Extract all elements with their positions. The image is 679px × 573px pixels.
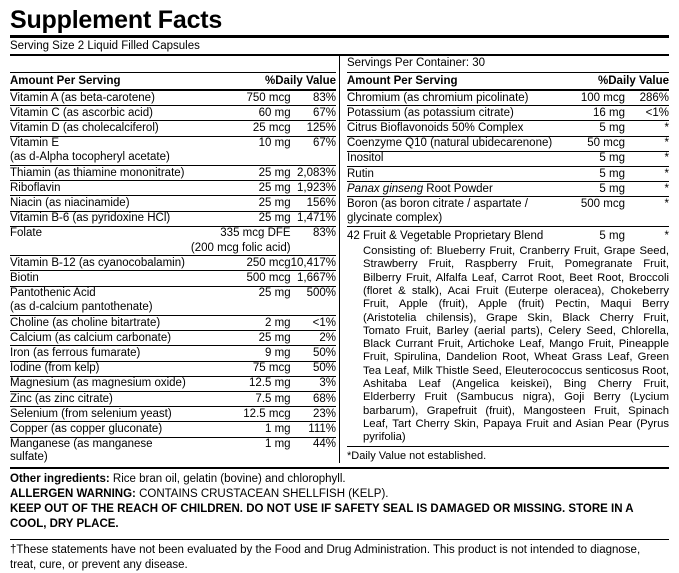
fda-disclaimer: †These statements have not been evaluated by the Food and Drug Administration. This product is not intended to diagnose, treat, cure, or prevent any disease. <box>10 539 669 573</box>
nutrient-name: Iodine (from kelp) <box>10 361 191 376</box>
nutrient-dv: 1,923% <box>291 181 336 196</box>
nutrient-amount: 1 mg <box>265 438 291 451</box>
facts-columns <box>10 56 669 465</box>
nutrient-name: Zinc (as zinc citrate) <box>10 392 191 407</box>
nutrient-dv: * <box>625 167 669 182</box>
nutrient-amount: 16 mg <box>576 106 625 121</box>
nutrient-amount: 12.5 mcg <box>191 407 291 422</box>
left-table-header <box>10 73 336 89</box>
nutrient-name: Biotin <box>10 271 191 286</box>
nutrient-amount: (200 mcg folic acid) <box>191 241 291 256</box>
allergen-warning-text: CONTAINS CRUSTACEAN SHELLFISH (KELP). <box>139 488 389 501</box>
table-row <box>10 286 336 301</box>
nutrient-subname: (as d-calcium pantothenate) <box>10 301 191 316</box>
nutrient-name: Iron (as ferrous fumarate) <box>10 346 191 361</box>
nutrient-name: Vitamin B-12 (as cyanocobalamin) <box>10 256 191 271</box>
nutrient-name: Vitamin E <box>10 137 60 150</box>
nutrient-dv: * <box>625 136 669 151</box>
nutrient-dv: 3% <box>291 376 336 391</box>
blend-ingredients: Consisting of: Blueberry Fruit, Cranberry Fruit, Grape Seed, Strawberry Fruit, Raspberry Fruit, Pomegranate Fruit, Bilberry Fruit, Alfalfa Leaf, Carrot Root, Beet Root, Broccoli (floret & stalk), Acai Fruit (Euterpe oleracea), Chokeberry Fruit, Apple (fruit), Apple (fruit) Pectin, Maqui Berry (Aristotelia chilensis), Grape Skin, Black Cherry Fruit, Tomato Fruit, Barley (aerial parts), Celery Seed, Chlorella, Black Currant Fruit, Artichoke Leaf, Mango Fruit, Pineapple Fruit, Spirulina, Dandelion Root, Wheat Grass Leaf, Green Tea Leaf, Milk Thistle Seed, Eleuterococcus senticosus Root, Ashitaba Leaf (Angelica keiskei), Bing Cherry Fruit, Elderberry Fruit (Sambucus nigra), Goji Berry (Lycium barbarum), Grapefruit (fruit), Mangosteen Fruit, Spinach Leaf, Tart Cherry Skin, Papaya Fruit and Asian Pear (Pyrus pyrifolia) <box>363 245 669 444</box>
nutrient-amount: 25 mg <box>191 331 291 346</box>
nutrient-name: Folate <box>10 227 42 240</box>
table-row <box>10 301 336 316</box>
blend-dv: * <box>664 230 669 243</box>
nutrient-amount: 500 mcg <box>580 197 625 210</box>
nutrient-name: Vitamin D (as cholecalciferol) <box>10 121 191 136</box>
nutrient-amount: 1 mg <box>191 422 291 437</box>
nutrient-amount: 250 mcg <box>191 256 291 271</box>
nutrient-dv: 2,083% <box>291 166 336 181</box>
table-row <box>10 316 336 331</box>
daily-value-note: *Daily Value not established. <box>347 450 487 463</box>
table-row <box>10 422 336 437</box>
right-nutrient-table <box>347 91 669 244</box>
nutrient-name: Riboflavin <box>10 181 191 196</box>
nutrient-amount: 25 mg <box>191 196 291 211</box>
table-row <box>10 91 336 106</box>
nutrient-subname: glycinate complex) <box>347 212 576 227</box>
nutrient-amount: 25 mg <box>191 166 291 181</box>
nutrient-name-italic: Panax ginseng <box>347 182 424 195</box>
table-row <box>347 121 669 136</box>
nutrient-dv: 111% <box>291 422 336 437</box>
nutrient-name: Rutin <box>347 167 576 182</box>
nutrient-name: Calcium (as calcium carbonate) <box>10 331 191 346</box>
nutrient-name: Boron (as boron citrate / aspartate / <box>347 197 528 210</box>
nutrient-subname: (as d-Alpha tocopheryl acetate) <box>10 151 191 166</box>
nutrient-amount: 5 mg <box>576 151 625 166</box>
nutrient-amount: 100 mcg <box>576 91 625 106</box>
other-ingredients-label: Other ingredients: <box>10 473 110 486</box>
nutrient-dv: * <box>664 197 669 210</box>
nutrient-name: Potassium (as potassium citrate) <box>347 106 576 121</box>
table-row <box>347 136 669 151</box>
nutrient-dv: 50% <box>291 361 336 376</box>
other-ingredients-text: Rice bran oil, gelatin (bovine) and chlorophyll. <box>112 473 346 486</box>
nutrient-amount <box>191 301 291 316</box>
table-row <box>10 407 336 422</box>
left-nutrient-table <box>10 91 336 465</box>
left-column-spacer <box>10 56 336 71</box>
nutrient-dv: 500% <box>306 287 336 300</box>
table-row <box>10 106 336 121</box>
table-row <box>347 151 669 166</box>
right-header-dv: %Daily Value <box>598 75 669 87</box>
left-header-dv: %Daily Value <box>265 75 336 87</box>
table-row <box>10 166 336 181</box>
table-row <box>10 181 336 196</box>
nutrient-name <box>10 241 191 256</box>
nutrient-amount: 25 mg <box>191 211 291 226</box>
nutrient-dv: <1% <box>625 106 669 121</box>
nutrient-dv: 23% <box>291 407 336 422</box>
table-row <box>10 226 336 241</box>
table-row <box>10 376 336 391</box>
nutrient-amount <box>576 212 625 227</box>
nutrient-amount: 60 mg <box>191 106 291 121</box>
nutrient-dv: 50% <box>291 346 336 361</box>
nutrient-dv: 67% <box>312 137 336 150</box>
nutrient-dv: 1,471% <box>291 211 336 226</box>
table-row <box>347 212 669 227</box>
nutrient-amount: 500 mcg <box>191 271 291 286</box>
nutrient-name: Choline (as choline bitartrate) <box>10 316 191 331</box>
nutrient-name: Selenium (from selenium yeast) <box>10 407 191 422</box>
nutrient-dv: 68% <box>291 392 336 407</box>
right-header-amount: Amount Per Serving <box>347 75 458 87</box>
nutrient-dv: 83% <box>312 227 336 240</box>
table-row <box>10 196 336 211</box>
blend-amount: 5 mg <box>599 230 625 243</box>
table-row <box>10 437 336 465</box>
table-row <box>10 211 336 226</box>
allergen-warning-row <box>10 487 669 502</box>
nutrient-name: Vitamin B-6 (as pyridoxine HCl) <box>10 211 191 226</box>
nutrient-dv: * <box>625 182 669 197</box>
table-row <box>10 256 336 271</box>
nutrient-amount: 5 mg <box>576 167 625 182</box>
nutrient-dv: 83% <box>291 91 336 106</box>
nutrient-amount: 335 mcg DFE <box>220 227 291 240</box>
left-header-amount: Amount Per Serving <box>10 75 121 87</box>
nutrient-name: Magnesium (as magnesium oxide) <box>10 376 191 391</box>
nutrient-name: Chromium (as chromium picolinate) <box>347 91 576 106</box>
nutrient-dv: 1,667% <box>291 271 336 286</box>
table-row <box>347 197 669 212</box>
table-row <box>10 346 336 361</box>
serving-size: Serving Size 2 Liquid Filled Capsules <box>10 40 200 52</box>
right-nutrient-rows <box>347 91 669 244</box>
servings-per-container: Servings Per Container: 30 <box>347 57 486 69</box>
page-title: Supplement Facts <box>10 6 223 34</box>
nutrient-amount: 10 mg <box>258 137 291 150</box>
nutrient-dv: 125% <box>291 121 336 136</box>
left-nutrient-rows <box>10 91 336 465</box>
nutrient-dv: 44% <box>312 438 336 451</box>
nutrient-name <box>347 182 576 197</box>
blend-name: 42 Fruit & Vegetable Proprietary Blend <box>347 230 544 243</box>
nutrient-dv: 286% <box>625 91 669 106</box>
nutrient-amount: 50 mcg <box>576 136 625 151</box>
nutrient-amount: 25 mg <box>191 181 291 196</box>
nutrient-dv: 2% <box>291 331 336 346</box>
table-row <box>10 151 336 166</box>
nutrient-name: Copper (as copper gluconate) <box>10 422 191 437</box>
nutrient-dv: * <box>625 121 669 136</box>
table-row <box>347 182 669 197</box>
allergen-warning-label: ALLERGEN WARNING: <box>10 488 136 501</box>
nutrient-name: Inositol <box>347 151 576 166</box>
nutrient-dv: 10,417% <box>291 256 336 271</box>
table-row <box>10 392 336 407</box>
left-column <box>10 56 336 465</box>
nutrient-name: Thiamin (as thiamine mononitrate) <box>10 166 191 181</box>
nutrient-name: Manganese (as manganese sulfate) <box>10 438 153 464</box>
table-row <box>10 271 336 286</box>
nutrient-amount: 7.5 mg <box>191 392 291 407</box>
nutrient-amount: 25 mcg <box>191 121 291 136</box>
nutrient-name: Vitamin A (as beta-carotene) <box>10 91 191 106</box>
right-table-header <box>347 73 669 89</box>
nutrient-amount: 5 mg <box>576 182 625 197</box>
table-row <box>10 361 336 376</box>
nutrient-name: Vitamin C (as ascorbic acid) <box>10 106 191 121</box>
nutrient-amount: 12.5 mg <box>191 376 291 391</box>
nutrient-dv: 67% <box>291 106 336 121</box>
nutrient-dv: * <box>625 151 669 166</box>
nutrient-name: Pantothenic Acid <box>10 287 96 300</box>
table-row <box>10 331 336 346</box>
keep-out-of-reach-warning: KEEP OUT OF THE REACH OF CHILDREN. DO NOT USE IF SAFETY SEAL IS DAMAGED OR MISSING. STORE IN A COOL, DRY PLACE. <box>10 503 634 530</box>
other-ingredients-row <box>10 472 669 487</box>
nutrient-dv <box>625 212 669 227</box>
nutrient-name: Niacin (as niacinamide) <box>10 196 191 211</box>
nutrient-dv <box>291 301 336 316</box>
nutrient-amount: 2 mg <box>191 316 291 331</box>
table-row <box>347 106 669 121</box>
nutrient-name: Coenzyme Q10 (natural ubidecarenone) <box>347 136 576 151</box>
nutrient-name: Citrus Bioflavonoids 50% Complex <box>347 121 576 136</box>
nutrient-amount: 750 mcg <box>191 91 291 106</box>
table-row <box>347 230 669 244</box>
nutrient-dv <box>291 151 336 166</box>
footer-section <box>10 472 669 531</box>
right-column <box>339 56 669 463</box>
table-row <box>10 121 336 136</box>
table-row <box>10 136 336 151</box>
nutrient-amount: 5 mg <box>576 121 625 136</box>
nutrient-dv: 156% <box>291 196 336 211</box>
nutrient-amount: 9 mg <box>191 346 291 361</box>
nutrient-amount: 75 mcg <box>191 361 291 376</box>
footer-top-divider <box>10 467 669 469</box>
nutrient-dv <box>291 241 336 256</box>
title-divider <box>10 35 669 38</box>
table-row <box>10 241 336 256</box>
table-row <box>347 167 669 182</box>
nutrient-amount: 25 mg <box>258 287 291 300</box>
nutrient-dv: <1% <box>291 316 336 331</box>
table-row <box>347 91 669 106</box>
nutrient-amount <box>191 151 291 166</box>
nutrient-name-rest: Root Powder <box>423 182 493 195</box>
